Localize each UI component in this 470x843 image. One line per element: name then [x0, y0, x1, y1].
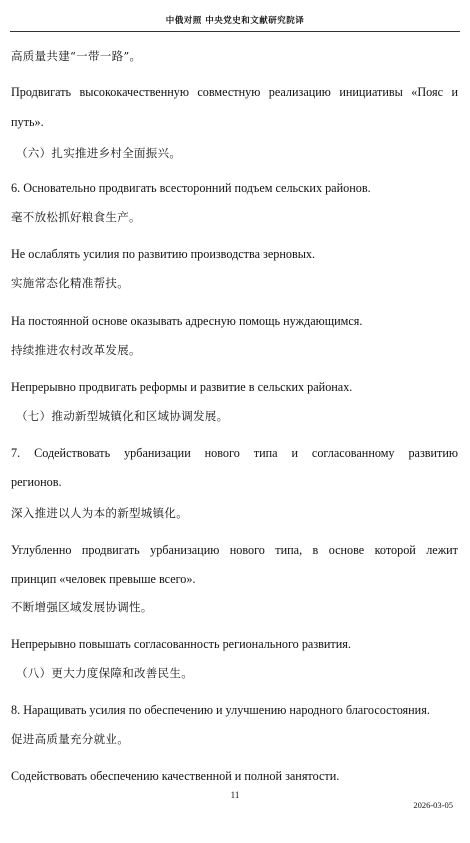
section-heading-ru: регионов.: [11, 475, 62, 489]
section-heading-zh: （八）更大力度保障和改善民生。: [16, 666, 193, 680]
text-line-ru: принцип «человек превыше всего».: [11, 572, 196, 586]
text-line-ru: Содействовать обеспечению качественной и полной занятости.: [11, 769, 340, 783]
text-line-zh: 不断增强区域发展协调性。: [11, 600, 153, 614]
section-heading-ru: 7. Содействовать урбанизации нового типа и согласованному развитию: [11, 446, 458, 460]
text-line-ru: Непрерывно продвигать реформы и развитие в сельских районах.: [11, 380, 353, 394]
page-header-title: 中俄对照 中央党史和文献研究院译: [165, 16, 305, 26]
section-heading-ru: 8. Наращивать усилия по обеспечению и улучшению народного благосостояния.: [11, 703, 430, 717]
text-line-ru: Продвигать высококачественную совместную реализацию инициативы «Пояс и: [11, 85, 458, 99]
text-line-ru: путь».: [11, 115, 44, 129]
text-line-ru: Углубленно продвигать урбанизацию нового типа, в основе которой лежит: [11, 543, 458, 557]
section-heading-zh: （六）扎实推进乡村全面振兴。: [16, 146, 182, 160]
section-heading-ru: 6. Основательно продвигать всесторонний подъем сельских районов.: [11, 181, 371, 195]
document-date: 2026-03-05: [413, 800, 453, 810]
text-line-ru: Не ослаблять усилия по развитию производства зерновых.: [11, 247, 316, 261]
text-line-zh: 促进高质量充分就业。: [11, 732, 129, 746]
text-line-zh: 深入推进以人为本的新型城镇化。: [11, 506, 188, 520]
text-line-zh: 毫不放松抓好粮食生产。: [11, 210, 141, 224]
header-divider: [10, 31, 460, 32]
text-line-zh: 持续推进农村改革发展。: [11, 343, 141, 357]
text-line-zh: 实施常态化精准帮扶。: [11, 276, 129, 290]
text-line-zh: 高质量共建“一带一路”。: [11, 49, 142, 63]
section-heading-zh: （七）推动新型城镇化和区域协调发展。: [16, 409, 229, 423]
text-line-ru: На постоянной основе оказывать адресную помощь нуждающимся.: [11, 314, 363, 328]
text-line-ru: Непрерывно повышать согласованность регионального развития.: [11, 637, 351, 651]
page-number: 11: [230, 790, 240, 800]
